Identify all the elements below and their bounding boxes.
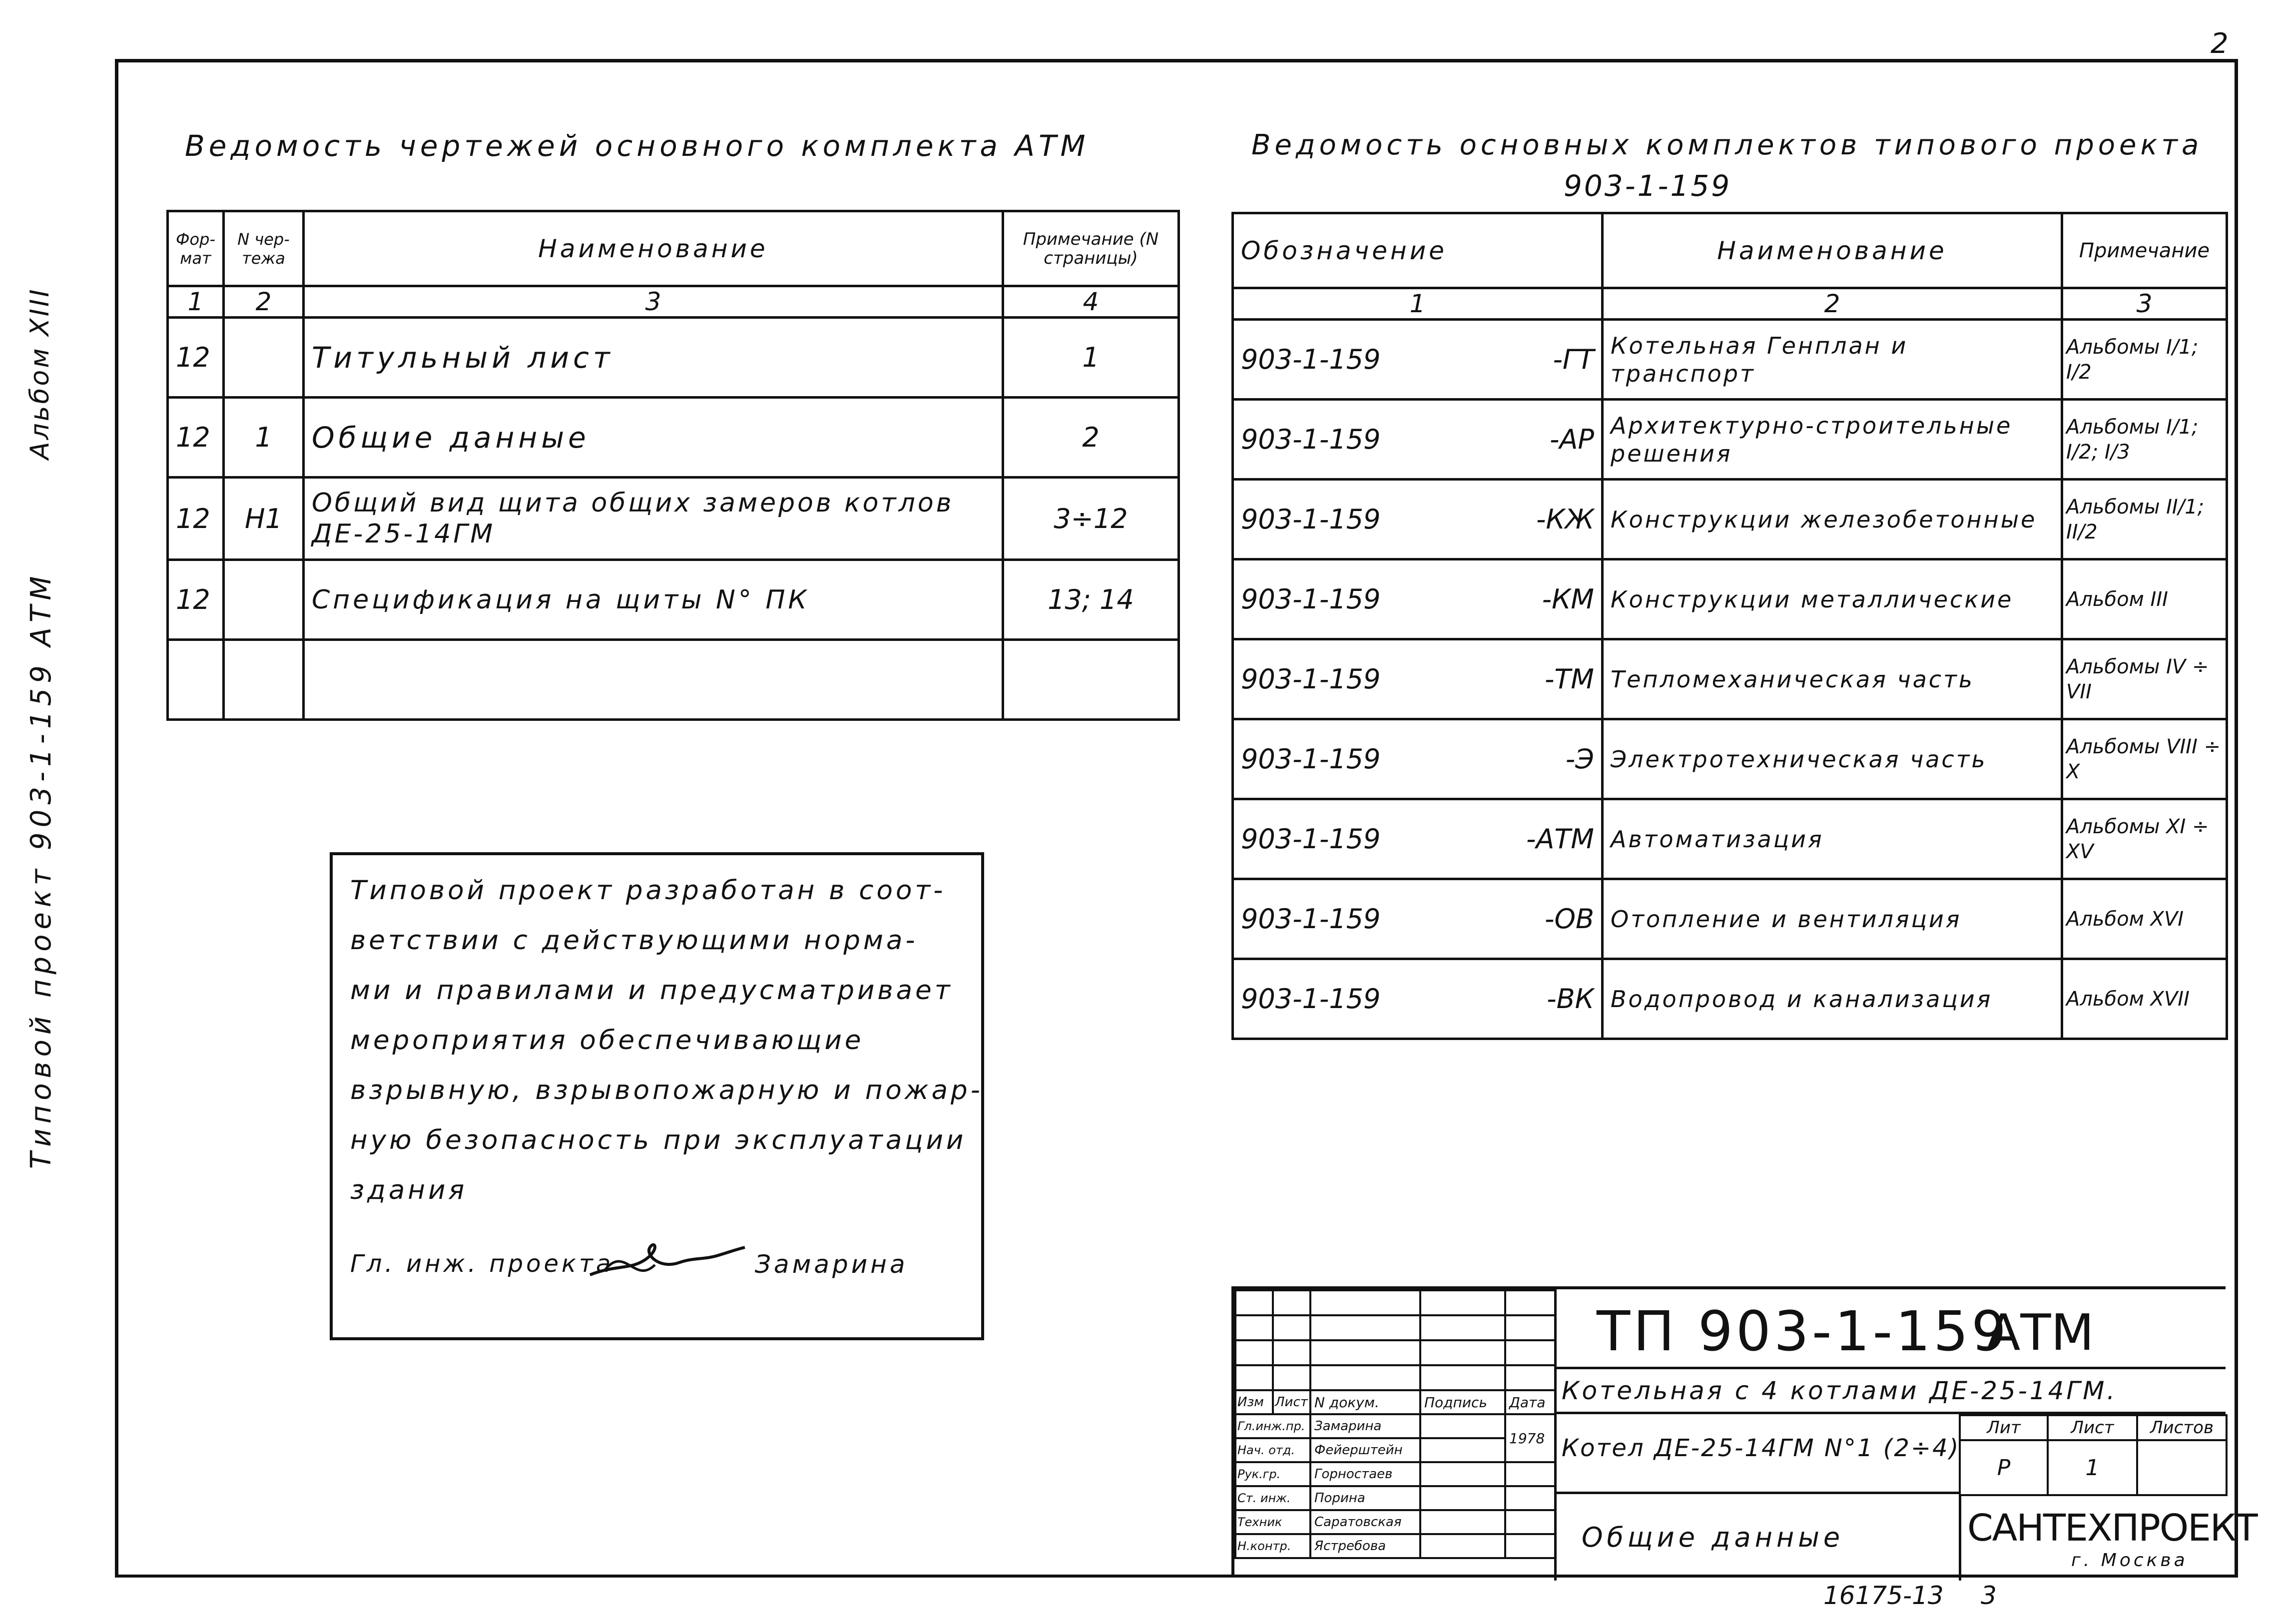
col-date-header: Дата — [1505, 1390, 1555, 1414]
table-row — [168, 640, 1179, 720]
row-note: Альбомы II/1; II/2 — [2062, 480, 2227, 559]
signature-scribble — [585, 1235, 750, 1295]
row-suffix: -ОВ — [1544, 903, 1594, 935]
row-format: 12 — [168, 560, 224, 640]
col-number: 3 — [2062, 288, 2227, 320]
row-suffix: -КЖ — [1536, 504, 1594, 535]
row-code: 903-1-159 — [1241, 983, 1381, 1015]
drawings-table — [166, 210, 1180, 721]
staff-row — [1235, 1510, 1555, 1534]
row-drawing: Н1 — [224, 478, 304, 560]
col-drawing-header: N чер-тежа — [224, 211, 304, 286]
col-number: 1 — [1233, 288, 1603, 320]
row-code: 903-1-159 — [1241, 344, 1381, 375]
page-number: 2 — [2211, 27, 2229, 60]
col-note-header: Примечание — [2062, 213, 2227, 288]
row-code: 903-1-159 — [1241, 823, 1381, 855]
staff-name: Саратовская — [1310, 1510, 1420, 1534]
row-suffix: -ГТ — [1553, 344, 1594, 375]
row-name: Общий вид щита общих замеров котлов ДЕ-25-14ГМ — [304, 478, 1003, 560]
table-row — [1233, 480, 2227, 559]
table-row — [1233, 559, 2227, 639]
row-note: 3÷12 — [1003, 478, 1179, 560]
table-row — [1233, 799, 2227, 879]
row-suffix: -АТМ — [1526, 823, 1594, 855]
row-code: 903-1-159 — [1241, 583, 1381, 615]
row-code: 903-1-159 — [1241, 663, 1381, 695]
note-line: ветствии с действующими норма- — [350, 925, 918, 956]
city: г. Москва — [2071, 1550, 2188, 1571]
col-number: 2 — [224, 286, 304, 318]
col-name-header: Наименование — [304, 211, 1003, 286]
row-note: Альбом XVII — [2062, 959, 2227, 1039]
row-suffix: -Э — [1565, 743, 1594, 775]
col-note-header: Примечание (N страницы) — [1003, 211, 1179, 286]
sheet-title: Общие данные — [1582, 1522, 1844, 1553]
row-name: Титульный лист — [304, 318, 1003, 398]
staff-role: Ст. инж. — [1235, 1486, 1310, 1510]
staff-name: Порина — [1310, 1486, 1420, 1510]
col-number: 1 — [168, 286, 224, 318]
stage-grid — [1959, 1414, 2228, 1496]
table-row — [168, 560, 1179, 640]
note-line: взрывную, взрывопожарную и пожар- — [350, 1075, 983, 1105]
staff-row — [1235, 1414, 1555, 1438]
staff-grid — [1234, 1289, 1556, 1559]
col-change-header: Изм — [1235, 1390, 1273, 1414]
row-name — [304, 640, 1003, 720]
table-row — [1233, 639, 2227, 719]
title-block — [1231, 1286, 2257, 1578]
sheets-header: Листов — [2137, 1415, 2227, 1440]
note-line: мероприятия обеспечивающие — [350, 1025, 864, 1056]
staff-role: Рук.гр. — [1235, 1462, 1310, 1486]
staff-role: Нач. отд. — [1235, 1438, 1310, 1462]
row-format: 12 — [168, 318, 224, 398]
row-name: Тепломеханическая часть — [1603, 639, 2062, 719]
note-line: ную безопасность при эксплуатации — [350, 1125, 967, 1155]
row-drawing — [224, 640, 304, 720]
row-name: Автоматизация — [1603, 799, 2062, 879]
note-line: здания — [350, 1175, 468, 1205]
col-doc-header: N докум. — [1310, 1390, 1420, 1414]
row-note: 2 — [1003, 398, 1179, 478]
row-drawing: 1 — [224, 398, 304, 478]
row-name: Спецификация на щиты N° ПК — [304, 560, 1003, 640]
row-note: Альбомы XI ÷ XV — [2062, 799, 2227, 879]
col-number: 4 — [1003, 286, 1179, 318]
left-sheet-title: Ведомость чертежей основного комплекта АТМ — [185, 129, 1090, 163]
side-project-label: Типовой проект 903-1-159 АТМ — [25, 571, 57, 1169]
row-code: 903-1-159 — [1241, 743, 1381, 775]
row-note: 13; 14 — [1003, 560, 1179, 640]
row-note: Альбом XVI — [2062, 879, 2227, 959]
signature-label: Гл. инж. проекта — [350, 1250, 614, 1278]
staff-name: Горностаев — [1310, 1462, 1420, 1486]
object-name: Котельная с 4 котлами ДЕ-25-14ГМ. — [1562, 1376, 2118, 1405]
row-name: Конструкции железобетонные — [1603, 480, 2062, 559]
right-sheet-title: Ведомость основных комплектов типового проекта — [1251, 129, 2203, 161]
staff-name: Фейерштейн — [1310, 1438, 1420, 1462]
col-number: 3 — [304, 286, 1003, 318]
row-note: Альбомы I/1; I/2 — [2062, 320, 2227, 400]
signature-name: Замарина — [755, 1250, 908, 1279]
table-row — [1233, 719, 2227, 799]
table-row — [168, 398, 1179, 478]
table-row — [1233, 400, 2227, 480]
table-row — [168, 318, 1179, 398]
row-drawing — [224, 560, 304, 640]
staff-role: Гл.инж.пр. — [1235, 1414, 1310, 1438]
object-cell — [1554, 1369, 2226, 1414]
staff-name: Замарина — [1310, 1414, 1420, 1438]
footer-page: 3 — [1981, 1581, 1997, 1610]
row-name: Общие данные — [304, 398, 1003, 478]
row-format: 12 — [168, 478, 224, 560]
compliance-note — [330, 852, 984, 1340]
col-sheet-header: Лист — [1273, 1390, 1310, 1414]
staff-name: Ястребова — [1310, 1534, 1420, 1558]
row-suffix: -КМ — [1542, 583, 1594, 615]
staff-role: Н.контр. — [1235, 1534, 1310, 1558]
footer-code: 16175-13 — [1823, 1581, 1944, 1610]
row-code: 903-1-159 — [1241, 424, 1381, 455]
col-code-header: Обозначение — [1233, 213, 1603, 288]
sheet-value: 1 — [2048, 1440, 2137, 1495]
col-name-header: Наименование — [1603, 213, 2062, 288]
row-format: 12 — [168, 398, 224, 478]
designation: ТП 903-1-159 — [1597, 1299, 2010, 1363]
staff-role: Техник — [1235, 1510, 1310, 1534]
row-name: Отопление и вентиляция — [1603, 879, 2062, 959]
organization: САНТЕХПРОЕКТ — [1967, 1507, 2257, 1550]
right-sheet-title-code: 903-1-159 — [1564, 169, 1732, 203]
row-note: Альбомы VIII ÷ X — [2062, 719, 2227, 799]
table-row — [1233, 320, 2227, 400]
item-cell — [1554, 1414, 1959, 1494]
row-name: Электротехническая часть — [1603, 719, 2062, 799]
stage-header: Лит — [1960, 1415, 2048, 1440]
row-name: Архитектурно-строительные решения — [1603, 400, 2062, 480]
row-suffix: -ТМ — [1544, 663, 1594, 695]
row-name: Котельная Генплан и транспорт — [1603, 320, 2062, 400]
project-sets-table — [1231, 212, 2228, 1040]
row-note: Альбомы IV ÷ VII — [2062, 639, 2227, 719]
staff-row — [1235, 1486, 1555, 1510]
staff-row — [1235, 1534, 1555, 1558]
staff-row — [1235, 1462, 1555, 1486]
row-note — [1003, 640, 1179, 720]
row-note: Альбомы I/1; I/2; I/3 — [2062, 400, 2227, 480]
organization-cell — [1959, 1494, 2257, 1581]
designation-cell — [1554, 1289, 2226, 1369]
set-code: АТМ — [1986, 1303, 2094, 1362]
row-note: 1 — [1003, 318, 1179, 398]
col-number: 2 — [1603, 288, 2062, 320]
row-suffix: -АР — [1550, 424, 1594, 455]
side-album-label: Альбом XIII — [25, 287, 55, 460]
row-drawing — [224, 318, 304, 398]
row-code: 903-1-159 — [1241, 903, 1381, 935]
row-name: Конструкции металлические — [1603, 559, 2062, 639]
stage-value: Р — [1960, 1440, 2048, 1495]
sheet-title-cell — [1554, 1494, 1959, 1581]
note-line: Типовой проект разработан в соот- — [350, 875, 946, 906]
col-signature-header: Подпись — [1420, 1390, 1505, 1414]
row-suffix: -ВК — [1547, 983, 1594, 1015]
table-row — [1233, 879, 2227, 959]
col-format-header: Фор-мат — [168, 211, 224, 286]
item-name: Котел ДЕ-25-14ГМ N°1 (2÷4) — [1562, 1434, 1960, 1462]
approval-date: 1978 — [1505, 1414, 1555, 1462]
table-row — [1233, 959, 2227, 1039]
row-code: 903-1-159 — [1241, 504, 1381, 535]
note-line: ми и правилами и предусматривает — [350, 975, 953, 1006]
table-row — [168, 478, 1179, 560]
row-note: Альбом III — [2062, 559, 2227, 639]
row-format — [168, 640, 224, 720]
sheet-header: Лист — [2048, 1415, 2137, 1440]
row-name: Водопровод и канализация — [1603, 959, 2062, 1039]
